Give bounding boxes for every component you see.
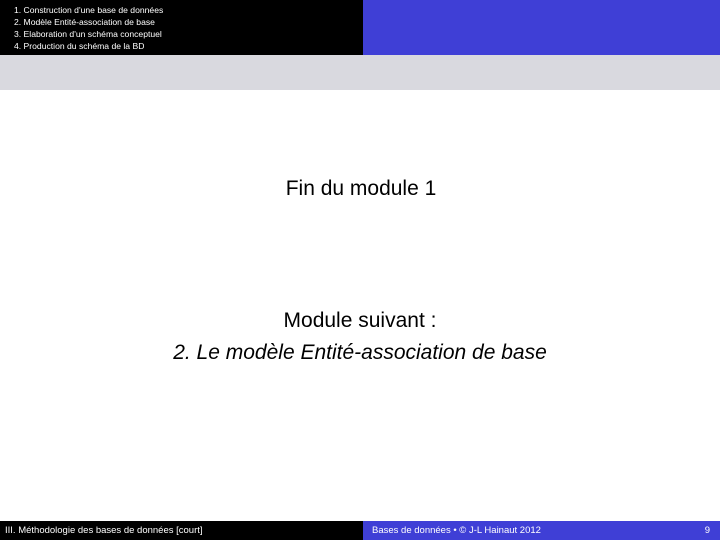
slide-title (0, 177, 720, 201)
nav-item-construction[interactable]: 1. Construction d'une base de données (14, 5, 164, 15)
footer-credit-band (363, 521, 720, 540)
section-nav (0, 0, 363, 55)
nav-item-schema-conceptuel[interactable]: 3. Elaboration d'un schéma conceptuel (14, 29, 162, 39)
slide-footer (0, 521, 720, 540)
footer-course-title: III. Méthodologie des bases de données [court] (0, 521, 363, 540)
slide-title-text: Fin du module 1 (285, 177, 437, 200)
next-module-title: 2. Le modèle Entité-association de base (173, 341, 547, 364)
slide-header (0, 0, 720, 55)
subheader-band (0, 55, 720, 90)
nav-item-production-schema[interactable]: 4. Production du schéma de la BD (14, 41, 145, 51)
nav-item-modele-ea[interactable]: 2. Modèle Entité-association de base (14, 17, 155, 27)
page-number: 9 (704, 525, 710, 536)
next-module-label: Module suivant : (283, 309, 437, 332)
footer-credit: Bases de données • © J-L Hainaut 2012 (372, 525, 541, 536)
header-accent-band (363, 0, 720, 55)
